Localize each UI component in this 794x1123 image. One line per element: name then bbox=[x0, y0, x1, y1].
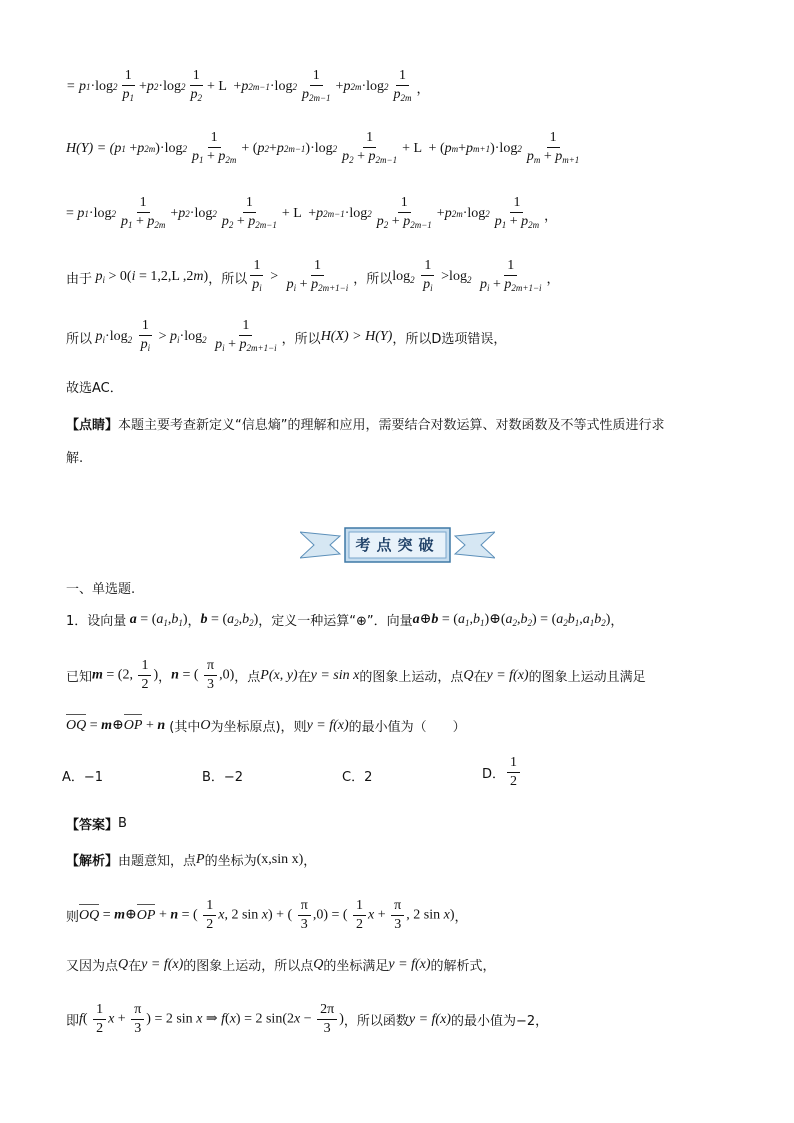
option-c[interactable]: C．2 bbox=[342, 770, 373, 785]
option-d[interactable]: D． $\frac{1}{2}$ bbox=[482, 755, 522, 790]
analysis-line-3: 又因为点 Q 在 y = f(x) 的图象上运动，所以点 Q 的坐标满足 y = f(x) 的解析式， bbox=[66, 956, 496, 974]
section-heading: 一、单选题. bbox=[66, 582, 136, 597]
formula-line-1: = p 1 ·log 2 $\frac{1}{p_1}$ + p 2 ·log 2 $\frac{1}{p_2}$ + L + p 2m−1 ·log 2 $\frac{1}{p_{2m-1}}$ + p 2m ·log 2 $\frac{1}{p_{2m}}$ ， bbox=[66, 68, 430, 103]
question-line-1: 1． 设向量 $a = (a_1,b_1)$ ， $b = (a_2,b_2)$ ，定义一种运算“⊕”．向量 a⊕b = $(a_1,b_1)\oplus(a_2,b_2) = (a_2b_1,a_1b_2)$ ， bbox=[66, 611, 624, 629]
question-line-2: 已知 m = (2, $\frac{1}{2}$ ) ， n = ( $\frac{\pi}{3}$ ,0) ，点 P(x, y) 在 y = sin x 的图象上运动，点 Q 在 y = f(x) 的图象上运动且满足 bbox=[66, 658, 646, 692]
analysis-line-2: 则 OQ = m⊕OP + n = ( $\frac{1}{2}$ x, 2 sin x) + ( $\frac{\pi}{3}$ ,0) = ( $\frac{1}{2}$ x + $\frac{\pi}{3}$ , 2 sin x) ， bbox=[66, 898, 468, 932]
formula-line-2: H(Y) = (p 1 + p 2m )·log 2 $\frac{1}{p_1 + p_{2m}}$ + ( p 2 + p 2m−1 )·log 2 $\frac{1}{p_2 + p_{2m-1}}$ + L + ( p m + p m+1 )·log 2 $\frac{1}{p_m + p_{m+1}}$ bbox=[66, 130, 580, 165]
answer-line: 【答案】 B bbox=[66, 816, 127, 833]
text-line-5: 所以 $p_i\cdot\log_2$ $\frac{1}{p_i}$ > $p_i\cdot\log_2$ $\frac{1}{p_i + p_{2m+1-i}}$ ，所以 H(X) > H(Y) ，所以D选项错误， bbox=[66, 318, 507, 353]
formula-line-3: = p 1 ·log 2 $\frac{1}{p_1 + p_{2m}}$ + p 2 ·log 2 $\frac{1}{p_2 + p_{2m-1}}$ + L + p 2m−1 ·log 2 $\frac{1}{p_2 + p_{2m-1}}$ + p 2m ·log 2 $\frac{1}{p_1 + p_{2m}}$ ， bbox=[66, 195, 558, 230]
banner-title: 考点突破 bbox=[355, 536, 440, 554]
conclusion-line: 故选AC． bbox=[66, 381, 123, 396]
question-line-3: OQ = m⊕OP + n (其中 O 为坐标原点)，则 y = f(x) 的最小值为（ ） bbox=[66, 717, 466, 735]
remark-block: 【点睛】本题主要考查新定义“信息熵”的理解和应用，需要结合对数运算、对数函数及不等式性质进行求 解. bbox=[66, 418, 665, 466]
option-b[interactable]: B．−2 bbox=[202, 770, 244, 785]
analysis-line-4: 即 f( $\frac{1}{2}$ x + $\frac{\pi}{3}$ ) = 2 sin x ⇒ f(x) = 2 sin(2x − $\frac{2\pi}{3}$ ) ，所以函数 y = f(x) 的最小值为−2， bbox=[66, 1002, 549, 1036]
option-a[interactable]: A．−1 bbox=[62, 770, 104, 785]
analysis-line-1: 【解析】 由题意知，点 P 的坐标为 (x,sin x) ， bbox=[66, 851, 317, 869]
text-line-4: 由于 $p_i > 0(i = 1,2,L$ ,2m) ，所以 $\frac{1}{p_i}$ > $\frac{1}{p_i + p_{2m+1-i}}$ ，所以 $\log_2$ $\frac{1}{p_i}$ $>\log_2$ $\frac{1}{p_i + p_{2m+1-i}}$ ， bbox=[66, 258, 560, 293]
section-banner bbox=[300, 526, 495, 564]
